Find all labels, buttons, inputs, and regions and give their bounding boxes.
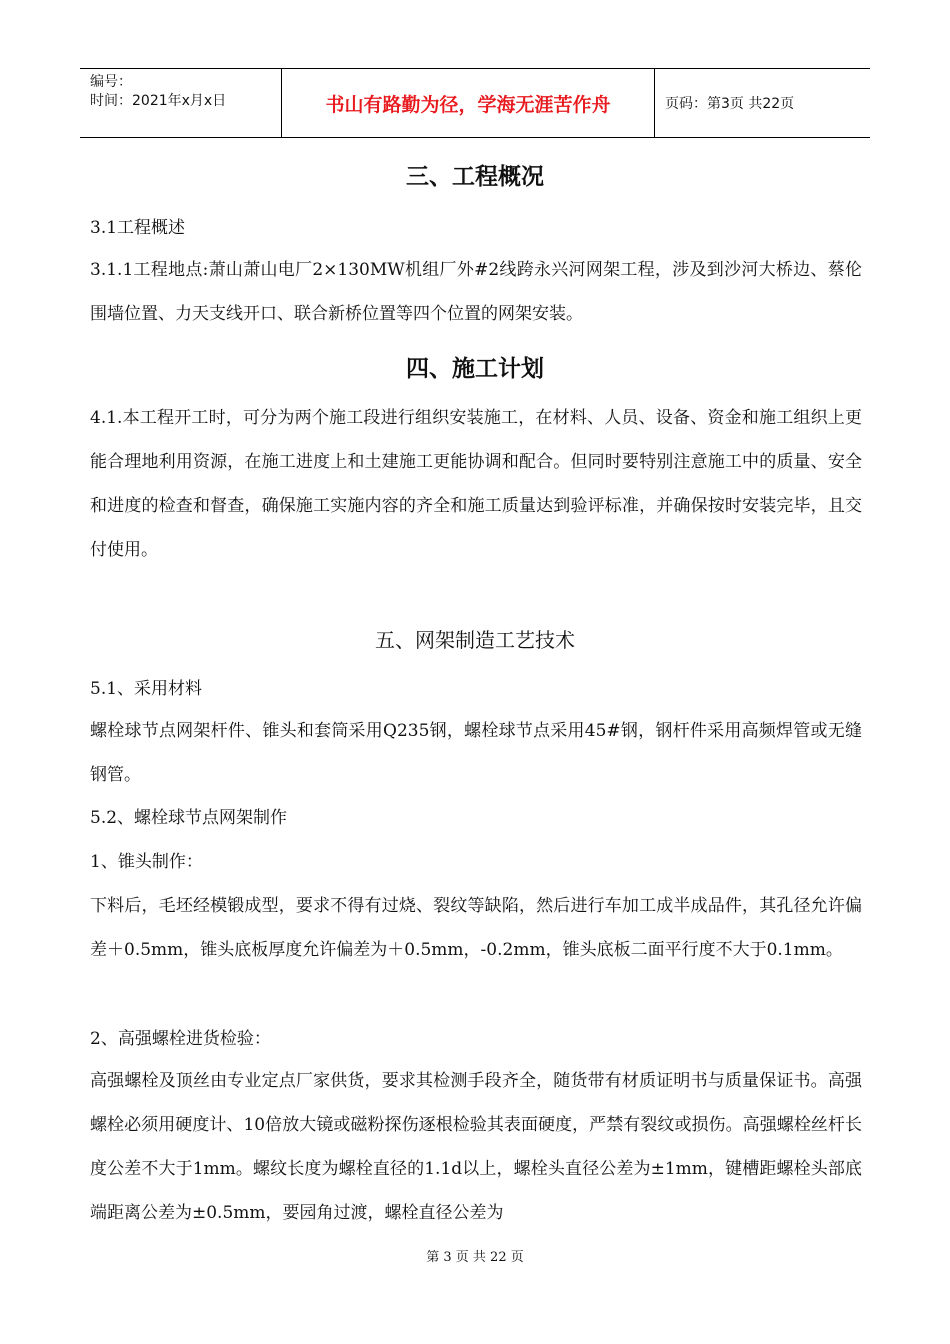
item-2-title: 2、高强螺栓进货检验： (90, 1029, 271, 1049)
section-4-title: 四、施工计划 (406, 356, 544, 382)
header-date: 时间：2021年x月x日 (90, 93, 227, 109)
section-3-1-heading: 3.1工程概述 (90, 218, 186, 238)
page-header (80, 68, 870, 138)
item-2-paragraph: 高强螺栓及顶丝由专业定点厂家供货，要求其检测手段齐全，随货带有材质证明书与质量保证书。高强螺栓必须用硬度计、10倍放大镜或磁粉探伤逐根检验其表面硬度，严禁有裂纹或损伤。高强螺栓丝杆长度公差不大于1mm。螺纹长度为螺栓直径的1.1d以上，螺栓头直径公差为±1mm，键槽距螺栓头部底端距离公差为±0.5mm，要园角过渡，螺栓直径公差为 (90, 1071, 862, 1223)
section-3-title: 三、工程概况 (406, 164, 544, 190)
header-number: 编号： (90, 74, 132, 90)
header-page-info: 页码：第3页 共22页 (665, 96, 795, 112)
section-5-1-paragraph: 螺栓球节点网架杆件、锥头和套筒采用Q235钢，螺栓球节点采用45#钢，钢杆件采用高频焊管或无缝钢管。 (90, 721, 862, 785)
item-1-paragraph: 下料后，毛坯经模锻成型，要求不得有过烧、裂纹等缺陷，然后进行车加工成半成品件，其孔径允许偏差＋0.5mm，锥头底板厚度允许偏差为＋0.5mm，-0.2mm，锥头底板二面平行度不大于0.1mm。 (90, 896, 862, 960)
section-3-1-1-paragraph: 3.1.1工程地点:萧山萧山电厂2×130MW机组厂外#2线跨永兴河网架工程，涉及到沙河大桥边、蔡伦围墙位置、力天支线开口、联合新桥位置等四个位置的网架安装。 (90, 260, 862, 324)
section-4-1-paragraph: 4.1.本工程开工时，可分为两个施工段进行组织安装施工，在材料、人员、设备、资金和施工组织上更能合理地利用资源，在施工进度上和土建施工更能协调和配合。但同时要特别注意施工中的质量、安全和进度的检查和督查，确保施工实施内容的齐全和施工质量达到验评标准，并确保按时安装完毕，且交付使用。 (90, 408, 862, 560)
section-5-1-heading: 5.1、采用材料 (90, 679, 203, 699)
section-5-title: 五、网架制造工艺技术 (375, 628, 575, 652)
header-meta (80, 69, 282, 137)
item-1-title: 1、锥头制作： (90, 852, 203, 872)
header-motto: 书山有路勤为径，学海无涯苦作舟 (282, 69, 655, 137)
page-footer: 第 3 页 共 22 页 (426, 1250, 524, 1265)
section-5-2-heading: 5.2、螺栓球节点网架制作 (90, 808, 288, 828)
